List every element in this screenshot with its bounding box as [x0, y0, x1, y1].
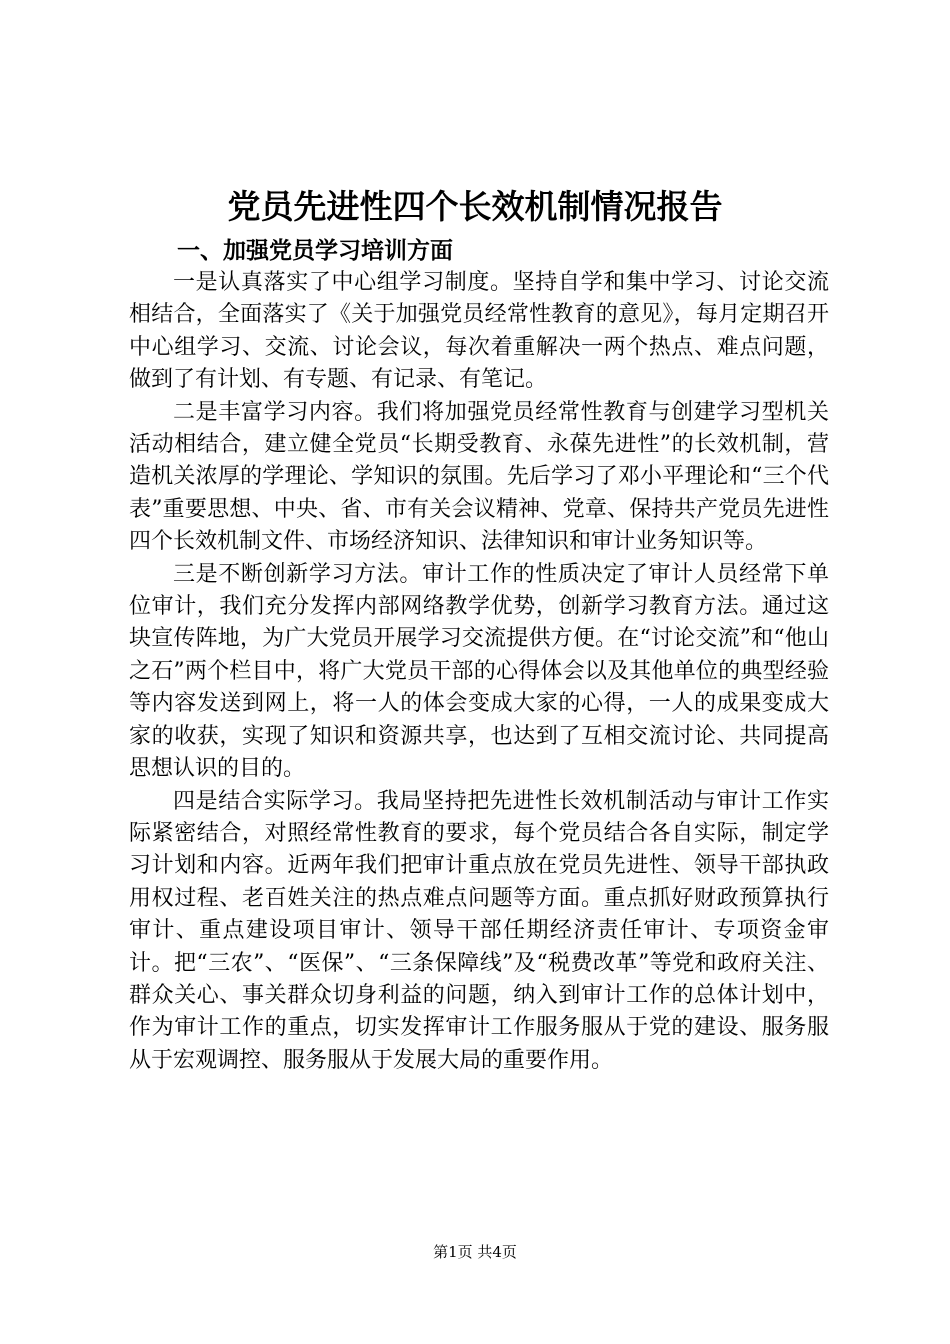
paragraph-3: 三是不断创新学习方法。审计工作的性质决定了审计人员经常下单位审计，我们充分发挥内部网络教学优势，创新学习教育方法。通过这块宣传阵地，为广大党员开展学习交流提供方便。在“讨论交流”和“他山之石”两个栏目中，将广大党员干部的心得体会以及其他单位的典型经验等内容发送到网上，将一人的体会变成大家的心得，一人的成果变成大家的收获，实现了知识和资源共享，也达到了互相交流讨论、共同提高思想认识的目的。	[129, 561, 829, 782]
paragraph-2: 二是丰富学习内容。我们将加强党员经常性教育与创建学习型机关活动相结合，建立健全党员“长期受教育、永葆先进性”的长效机制，营造机关浓厚的学理论、学知识的氛围。先后学习了邓小平理论和“三个代表”重要思想、中央、省、市有关会议精神、党章、保持共产党员先进性四个长效机制文件、市场经济知识、法律知识和审计业务知识等。	[129, 399, 829, 555]
page-number-footer: 第1页 共4页	[433, 1243, 517, 1261]
section-heading: 一、加强党员学习培训方面	[177, 238, 453, 264]
document-title: 党员先进性四个长效机制情况报告	[227, 187, 723, 226]
paragraph-4: 四是结合实际学习。我局坚持把先进性长效机制活动与审计工作实际紧密结合，对照经常性教育的要求，每个党员结合各自实际，制定学习计划和内容。近两年我们把审计重点放在党员先进性、领导干部执政用权过程、老百姓关注的热点难点问题等方面。重点抓好财政预算执行审计、重点建设项目审计、领导干部任期经济责任审计、专项资金审计。把“三农”、“医保”、“三条保障线”及“税费改革”等党和政府关注、群众关心、事关群众切身利益的问题，纳入到审计工作的总体计划中，作为审计工作的重点，切实发挥审计工作服务服从于党的建设、服务服从于宏观调控、服务服从于发展大局的重要作用。	[129, 788, 829, 1073]
paragraph-1: 一是认真落实了中心组学习制度。坚持自学和集中学习、讨论交流相结合，全面落实了《关于加强党员经常性教育的意见》，每月定期召开中心组学习、交流、讨论会议，每次着重解决一两个热点、难点问题，做到了有计划、有专题、有记录、有笔记。	[129, 270, 829, 393]
document-body	[129, 267, 829, 1077]
